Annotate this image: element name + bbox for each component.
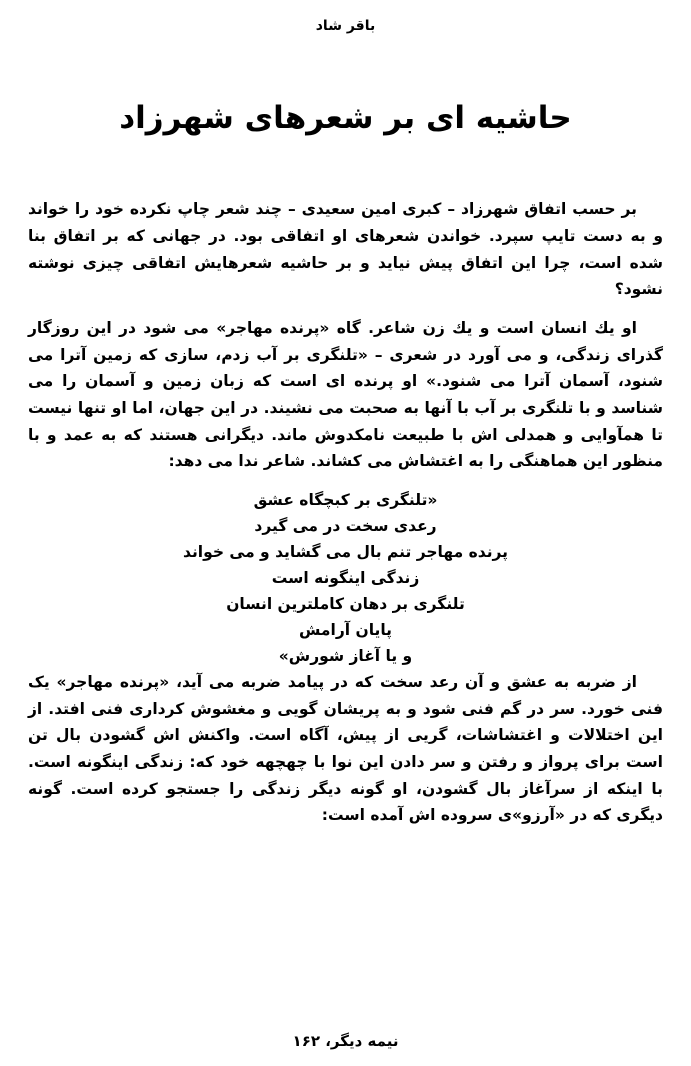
poem-line: پایان آرامش bbox=[299, 621, 392, 640]
paragraph: از ضربه به عشق و آن رعد سخت که در پیامد ضربه می آید، «پرنده مهاجر» یک فنی خورد. سر در گم فنی شود و به پریشان گویی و مغشوش کرداری فنی افتد. از این اختلالات و اغتشاشات، گریی از پیش، آگاه است. واکنش اش گشودن بال تن است برای پرواز و رفتن و سر دادن این نوا با چهچهه خود که: زندگی اینگونه است. با اینکه از سرآغاز بال گشودن، او گونه دیگر زندگی را جستجو کرده است. گونه دیگری که در «آرزو»ی سروده اش آمده است: bbox=[28, 673, 663, 825]
poem-line: تلنگری بر دهان کاملترین انسان bbox=[226, 594, 465, 613]
running-header-author: باقر شاد bbox=[315, 18, 376, 34]
page-footer: نیمه دیگر، ۱۶۲ bbox=[292, 1032, 399, 1050]
paragraph: بر حسب اتفاق شهرزاد – کبری امین سعیدی – چند شعر چاپ نکرده خود را خواند و به دست تایپ سپرد. خواندن شعرهای او اتفاقی بود. در جهانی که بر اتفاق بنا شده است، چرا این اتفاق پیش نیاید و بر حاشیه شعرهایش اتفاقی چیزی نوشته نشود؟ bbox=[28, 200, 663, 299]
poem-line: «تلنگری بر کبچگاه عشق bbox=[253, 490, 438, 509]
poem-block bbox=[28, 487, 663, 669]
poem-line: و یا آغاز شورش» bbox=[278, 647, 413, 666]
poem-line: زندگی اینگونه است bbox=[271, 568, 420, 587]
paragraph: او یك انسان است و یك زن شاعر. گاه «پرنده مهاجر» می شود در این روزگار گذرای زندگی، و می آورد در شعری – «تلنگری بر آب زدم، سازی که زمین آترا می شنود، آسمان آترا می شنود.» او پرنده ای است که زبان زمین و آسمان را می شناسد و با تلنگری بر آب با آنها به صحبت می نشیند. در این جهان، اما او تنها نیست تا همآوایی و همدلی اش با طبیعت نامکدوش ماند. دیگرانی هستند که به عمد و با منظور این هماهنگی را به اغتشاش می کشاند. شاعر ندا می دهد: bbox=[28, 318, 663, 471]
article-body bbox=[28, 196, 663, 829]
page-title: حاشیه ای بر شعرهای شهرزاد bbox=[119, 100, 572, 136]
poem-line: رعدی سخت در می گیرد bbox=[254, 516, 437, 535]
poem-line: پرنده مهاجر تنم بال می گشاید و می خواند bbox=[183, 542, 508, 561]
